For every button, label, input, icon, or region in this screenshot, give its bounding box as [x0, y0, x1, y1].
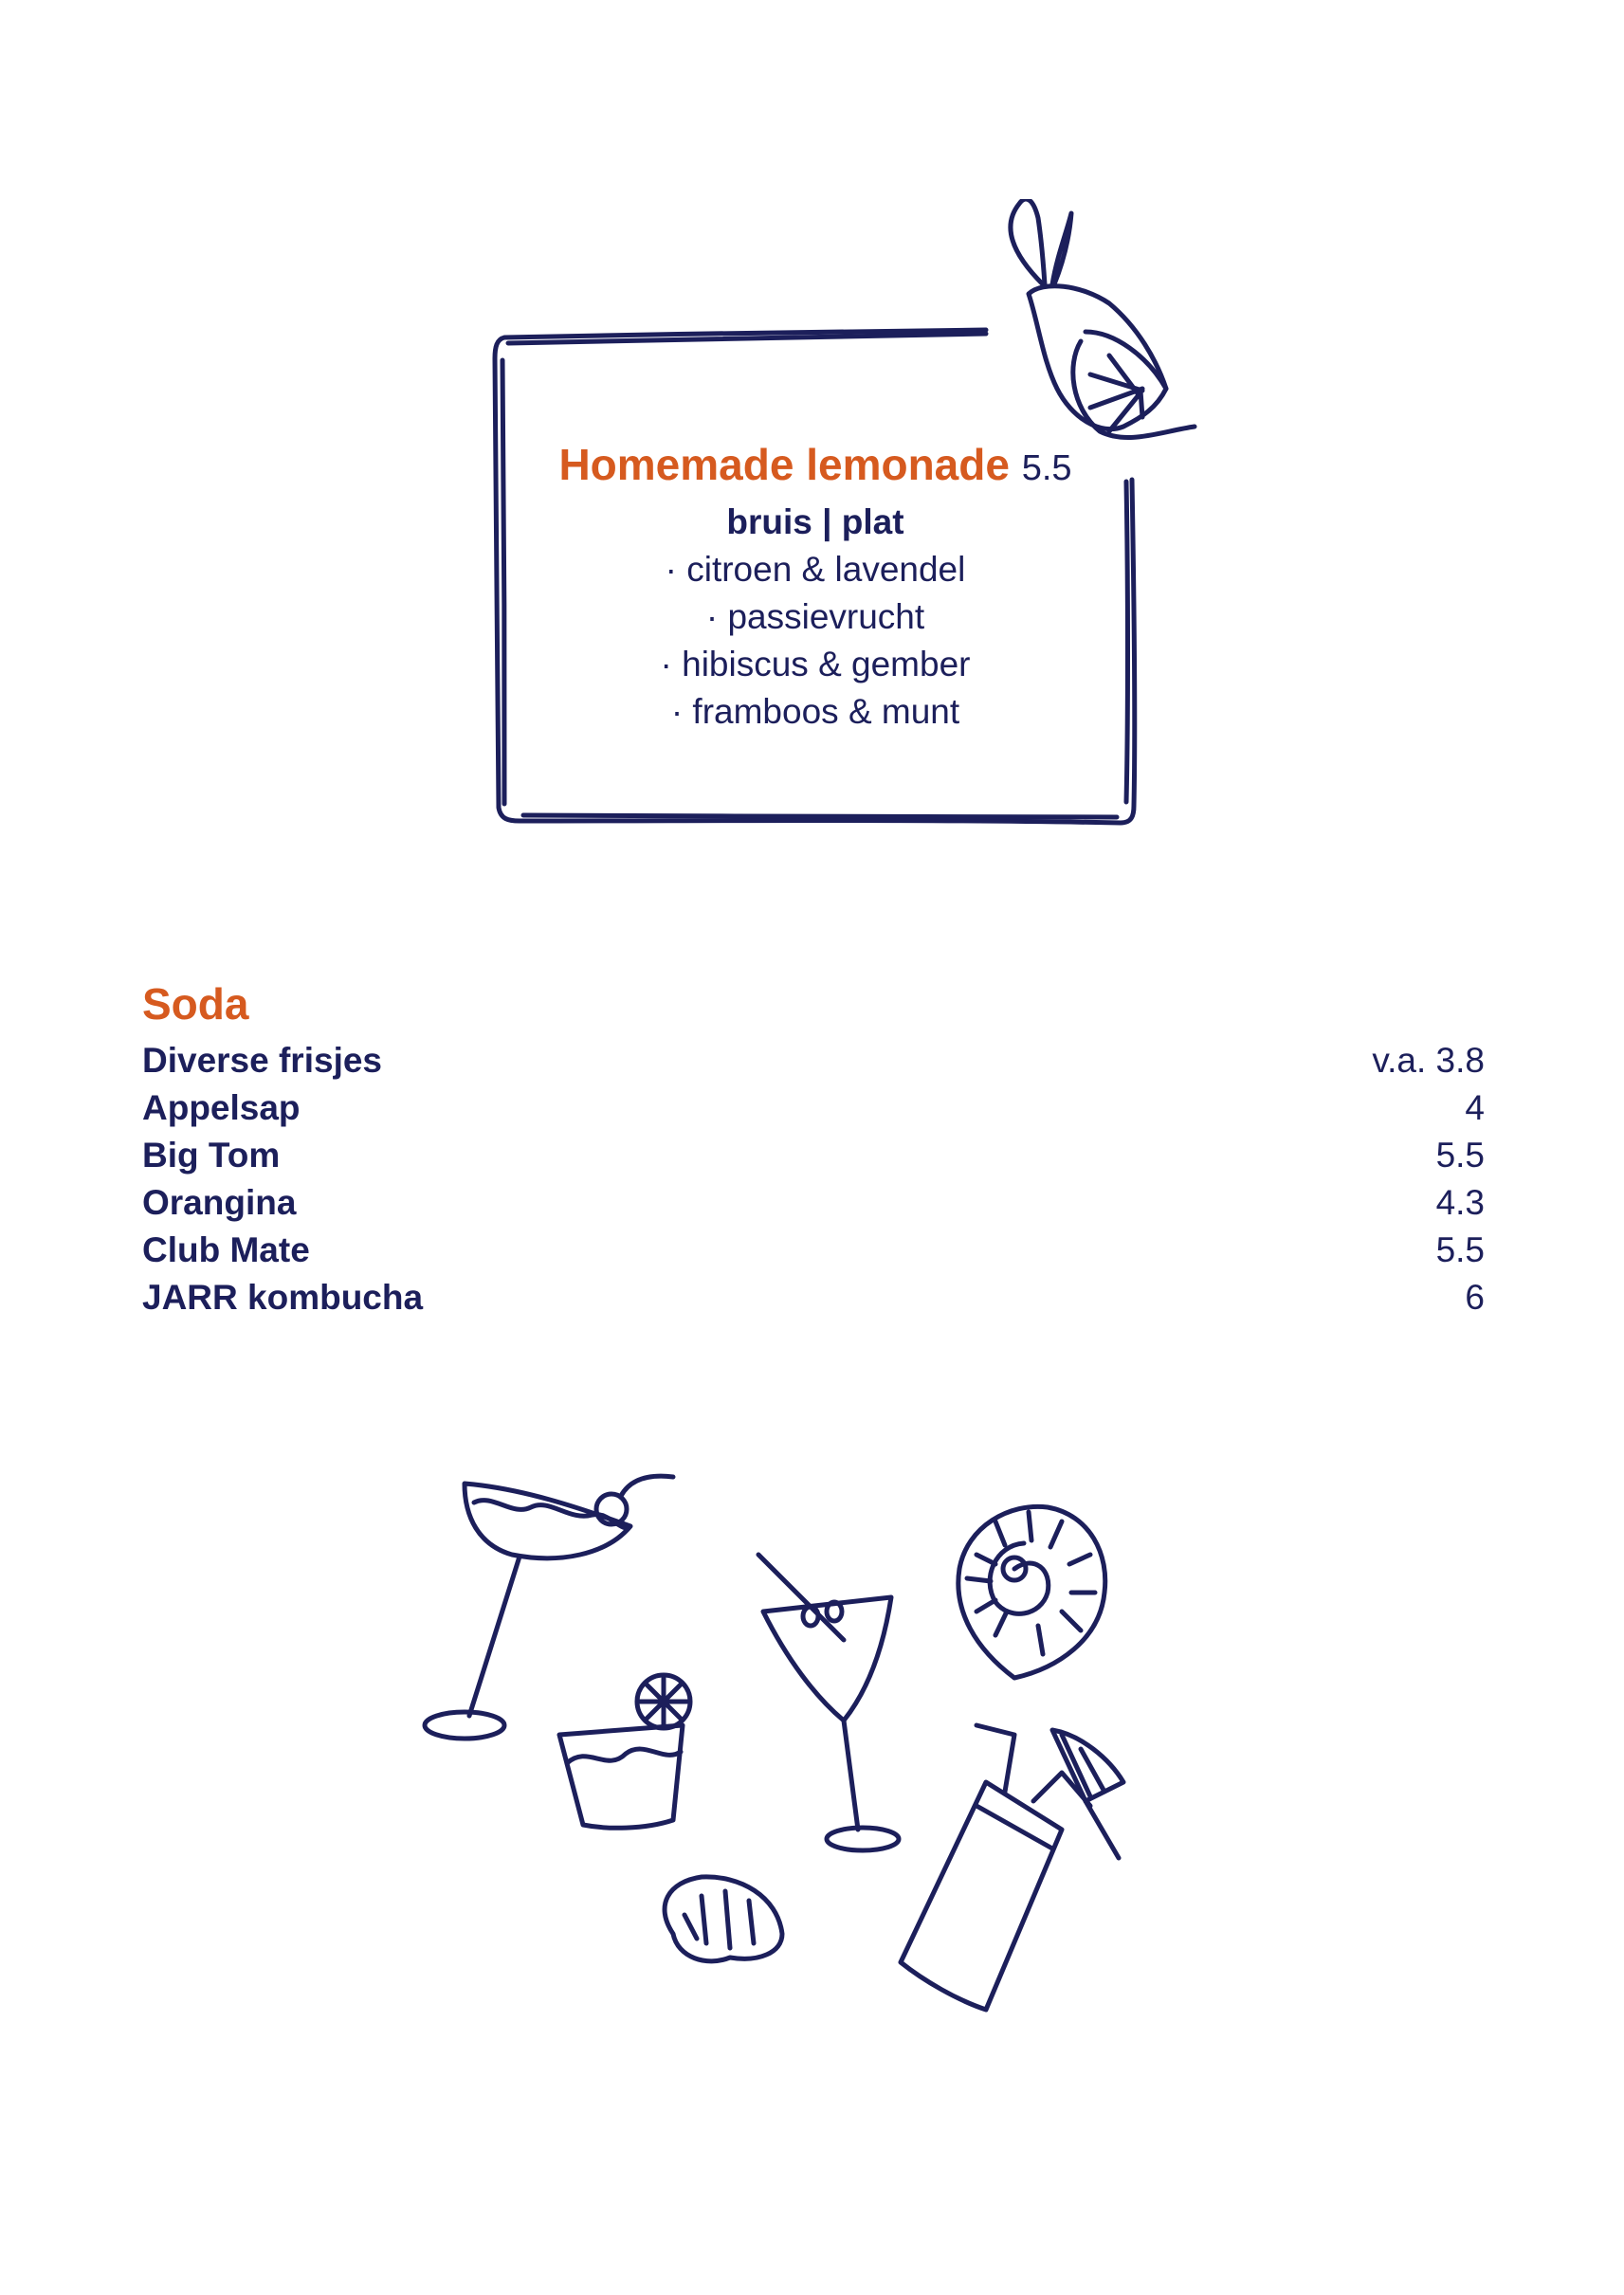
lemonade-title: Homemade lemonade [558, 440, 1010, 489]
lemonade-flavor: · framboos & munt [670, 692, 960, 731]
menu-item [142, 1179, 1485, 1227]
menu-item [142, 1037, 1485, 1084]
item-name: Orangina [142, 1183, 297, 1222]
item-name: Big Tom [142, 1136, 281, 1175]
item-price: 4.3 [1435, 1183, 1485, 1222]
lemonade-section [512, 434, 1119, 736]
tall-glass-umbrella-icon [901, 1725, 1123, 2010]
lemonade-variants: bruis | plat [726, 502, 904, 541]
menu-item [142, 1274, 1485, 1321]
menu-item [142, 1132, 1485, 1179]
cocktail-glass-icon [758, 1555, 899, 1850]
lemon-icon [1011, 199, 1195, 437]
lemonade-flavor: · passievrucht [705, 597, 925, 636]
soda-heading: Soda [142, 979, 249, 1029]
item-price: 5.5 [1435, 1136, 1485, 1175]
lemonade-heading [512, 434, 1119, 499]
item-price: 4 [1465, 1088, 1485, 1127]
item-name: Club Mate [142, 1230, 310, 1269]
item-name: Appelsap [142, 1088, 301, 1127]
tumbler-lime-icon [559, 1675, 690, 1828]
lemonade-flavor: · citroen & lavendel [665, 550, 966, 589]
item-price: 5.5 [1435, 1230, 1485, 1269]
soda-list [142, 1037, 1485, 1321]
item-name: Diverse frisjes [142, 1041, 383, 1080]
menu-item [142, 1084, 1485, 1132]
menu-item [142, 1227, 1485, 1274]
scallop-shell-icon [665, 1877, 782, 1961]
item-name: JARR kombucha [142, 1278, 424, 1317]
item-price: 6 [1465, 1278, 1485, 1317]
snail-shell-icon [958, 1506, 1105, 1678]
lemonade-price: 5.5 [1021, 448, 1072, 488]
item-price: v.a. 3.8 [1372, 1041, 1485, 1080]
drinks-illustration [379, 1422, 1232, 2086]
lemonade-flavor: · hibiscus & gember [660, 645, 971, 683]
